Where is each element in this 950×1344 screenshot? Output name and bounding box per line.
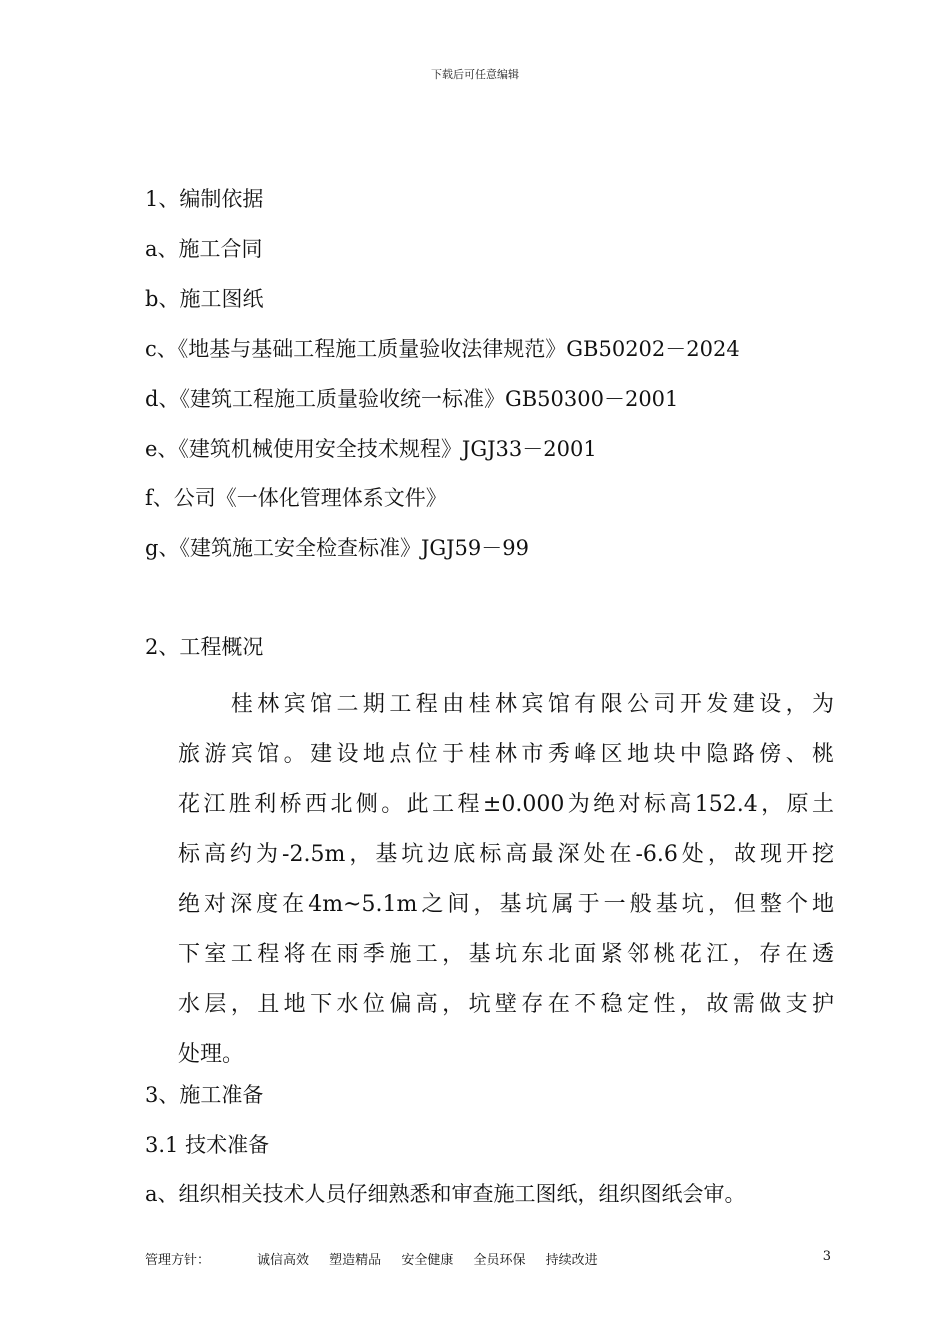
policy-item: 塑造精品 (329, 1253, 382, 1268)
paragraph-line: 旅游宾馆。建设地点位于桂林市秀峰区地块中隐路傍、桃 (178, 742, 834, 767)
section-1-title: 1、编制依据 (145, 187, 264, 211)
policy-item: 安全健康 (401, 1253, 454, 1268)
header-note: 下载后可任意编辑 (431, 68, 519, 81)
paragraph-line: 处理。 (178, 1042, 245, 1067)
project-overview-paragraph (178, 680, 834, 1080)
section-1-item-c: c、《地基与基础工程施工质量验收法律规范》GB50202－2024 (145, 337, 740, 361)
section-1-item-d: d、《建筑工程施工质量验收统一标准》GB50300－2001 (145, 387, 679, 411)
policy-label: 管理方针： (145, 1253, 211, 1268)
policy-items (257, 1249, 614, 1268)
policy-item: 全员环保 (473, 1253, 526, 1268)
paragraph-line: 标高约为-2.5m，基坑边底标高最深处在-6.6处，故现开挖 (178, 842, 834, 867)
page-number: 3 (822, 1249, 831, 1264)
policy-item: 持续改进 (545, 1253, 598, 1268)
section-3-1-subtitle: 3.1 技术准备 (145, 1133, 270, 1157)
paragraph-line: 桂林宾馆二期工程由桂林宾馆有限公司开发建设，为 (178, 692, 834, 717)
policy-item: 诚信高效 (257, 1253, 310, 1268)
section-1-item-b: b、施工图纸 (145, 287, 264, 311)
section-1-item-a: a、施工合同 (145, 237, 263, 261)
paragraph-line: 绝对深度在4m~5.1m之间，基坑属于一般基坑，但整个地 (178, 892, 834, 917)
paragraph-line: 下室工程将在雨季施工，基坑东北面紧邻桃花江，存在透 (178, 942, 834, 967)
paragraph-line: 花江胜利桥西北侧。此工程±0.000为绝对标高152.4，原土 (178, 792, 834, 817)
section-1-item-e: e、《建筑机械使用安全技术规程》JGJ33－2001 (145, 437, 597, 461)
paragraph-line: 水层，且地下水位偏高，坑壁存在不稳定性，故需做支护 (178, 992, 834, 1017)
section-3-title: 3、施工准备 (145, 1083, 264, 1107)
section-2-title: 2、工程概况 (145, 635, 264, 659)
section-1-item-f: f、公司《一体化管理体系文件》 (145, 486, 447, 510)
section-1-item-g: g、《建筑施工安全检查标准》JGJ59－99 (145, 536, 529, 560)
section-3-item-a: a、组织相关技术人员仔细熟悉和审查施工图纸，组织图纸会审。 (145, 1182, 746, 1206)
